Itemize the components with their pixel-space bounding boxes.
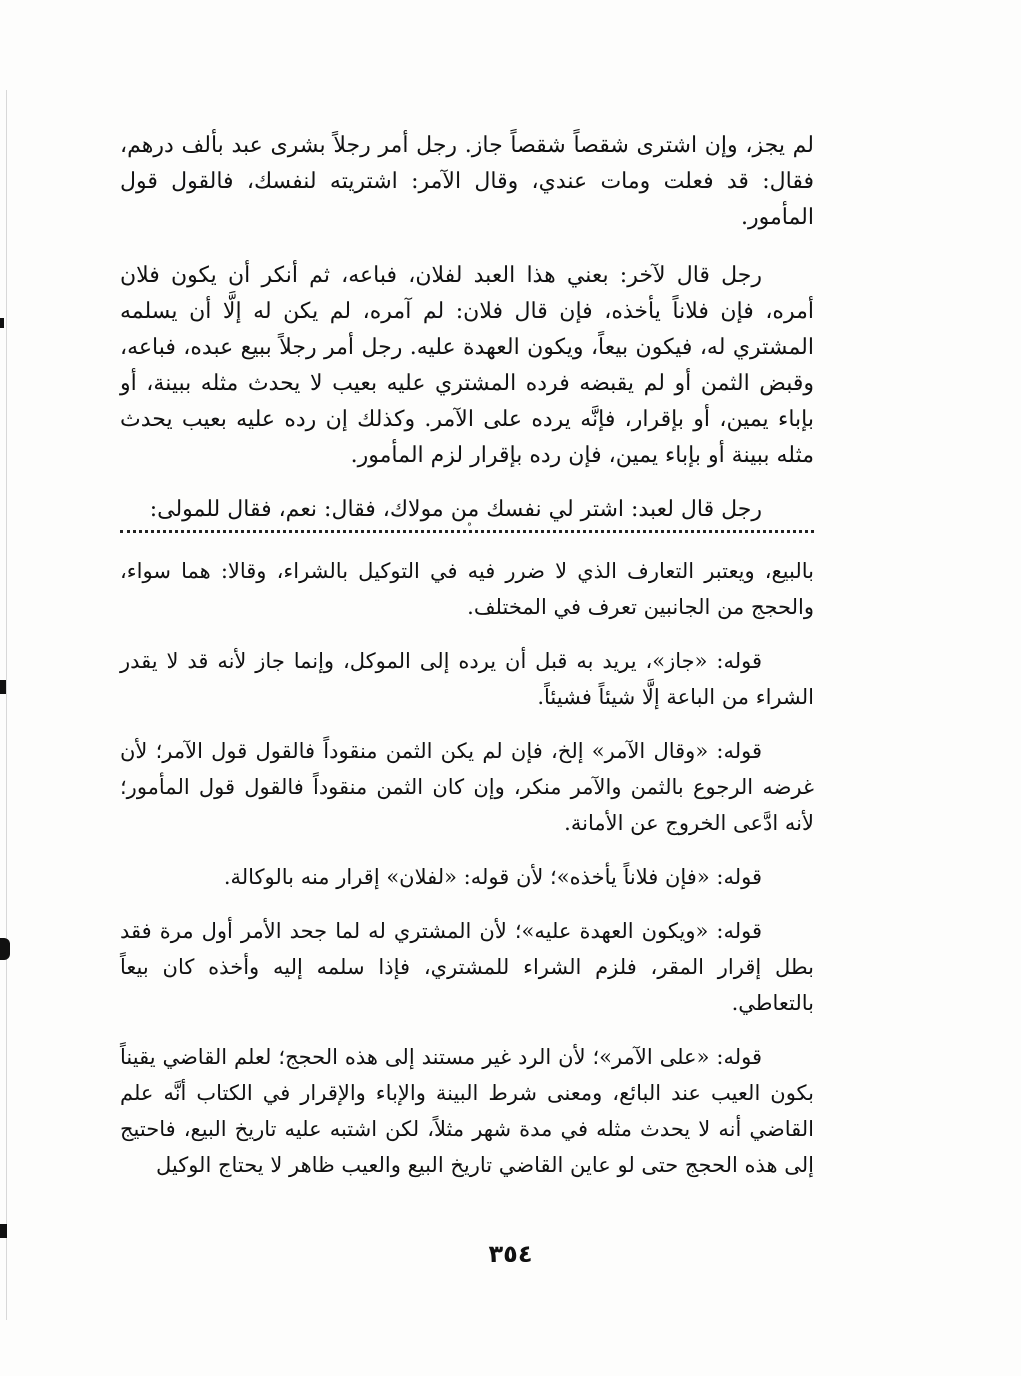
scan-edge-mark: [0, 318, 4, 328]
scan-edge-mark: [0, 938, 10, 960]
commentary-continuation: بالبيع، ويعتبر التعارف الذي لا ضرر فيه في التوكيل بالشراء، وقالا: هما سواء، والحجج من الجانبين تعرف في المختلف.: [120, 559, 814, 619]
main-paragraph-1: لم يجز، وإن اشترى شقصاً شقصاً جاز. رجل أمر رجلاً بشرى عبد بألف درهم، فقال: قد فعلت ومات عندي، وقال الآمر: اشتريته لنفسك، فالقول قول المأمور.: [120, 133, 814, 230]
separator-ring-icon: °: [467, 522, 472, 533]
page-number: ٣٥٤: [488, 1240, 533, 1268]
main-paragraph-3: رجل قال لعبد: اشتر لي نفسك من مولاك، فقال: نعم، فقال للمولى:: [149, 497, 762, 522]
scan-edge-mark: [0, 680, 6, 694]
main-text: [120, 128, 814, 528]
commentary-note: قوله: «فإن فلاناً يأخذه»؛ لأن قوله: «لفلان» إقرار منه بالوكالة.: [223, 865, 762, 889]
scan-edge-line: [6, 90, 7, 1320]
commentary-note: قوله: «ويكون العهدة عليه»؛ لأن المشتري له لما جحد الأمر أول مرة فقد بطل إقرار المقر، فلزم الشراء للمشتري، فإذا سلمه إليه وأخذه كان بيعاً بالتعاطي.: [120, 919, 814, 1015]
commentary-note: قوله: «وقال الآمر» إلخ، فإن لم يكن الثمن منقوداً فالقول قول الآمر؛ لأن غرضه الرجوع بالثمن والآمر منكر، وإن كان الثمن منقوداً فالقول قول المأمور؛ لأنه ادَّعى الخروج عن الأمانة.: [120, 739, 814, 835]
scan-edge-mark: [0, 1224, 7, 1238]
footnote-separator: [120, 522, 814, 547]
main-paragraph-2: رجل قال لآخر: بعني هذا العبد لفلان، فباعه، ثم أنكر أن يكون فلان أمره، فإن فلاناً يأخذه، فإن قال فلان: لم آمره، لم يكن له إلَّا أن يسلمه المشتري له، فيكون بيعاً، ويكون العهدة عليه. رجل أمر رجلاً ببيع عبده، فباعه، وقبض الثمن أو لم يقبضه فرده المشتري عليه بعيب لا يحدث مثله ببينة، أو بإباء يمين، أو بإقرار، فإنَّه يرده على الآمر. وكذلك إن رده عليه بعيب يحدث مثله ببينة أو بإباء يمين، فإن رده بإقرار لزم المأمور.: [120, 263, 814, 468]
commentary: [120, 553, 814, 1183]
commentary-note: قوله: «جاز»، يريد به قبل أن يرده إلى الموكل، وإنما جاز لأنه قد لا يقدر الشراء من الباعة إلَّا شيئاً فشيئاً.: [120, 649, 814, 709]
page-content: [120, 128, 814, 1201]
commentary-note: قوله: «على الآمر»؛ لأن الرد غير مستند إلى هذه الحجج؛ لعلم القاضي يقيناً بكون العيب عند البائع، ومعنى شرط البينة والإباء والإقرار في الكتاب أنَّه علم القاضي أنه لا يحدث مثله في مدة شهر مثلاً، لكن اشتبه عليه تاريخ البيع، فاحتيج إلى هذه الحجج حتى لو عاين القاضي تاريخ البيع والعيب ظاهر لا يحتاج الوكيل: [120, 1045, 814, 1177]
